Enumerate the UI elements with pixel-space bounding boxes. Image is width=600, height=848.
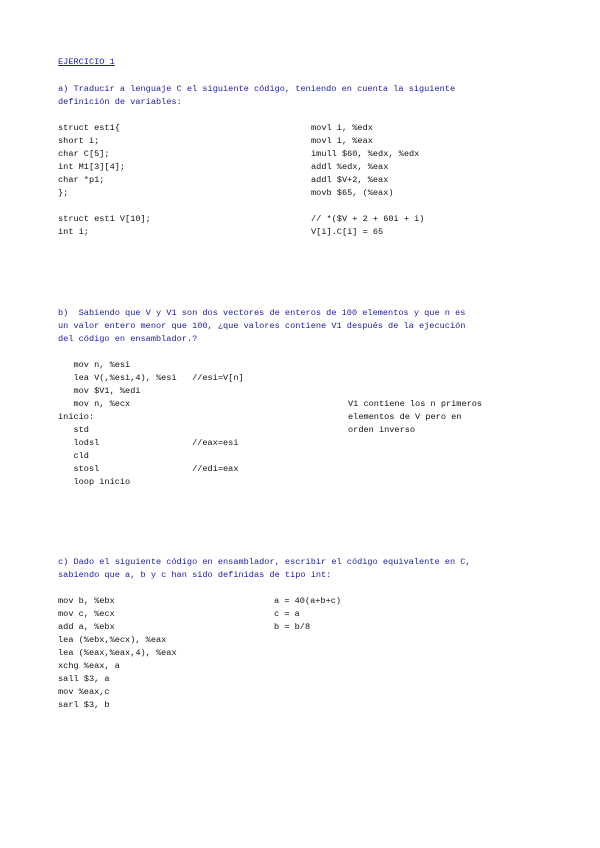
asm-code-line: movb $65, (%eax)	[311, 188, 394, 198]
asm-code-line: lea (%ebx,%ecx), %eax	[58, 635, 167, 645]
struct-code-line: char C[5];	[58, 149, 110, 159]
page-title: EJERCICIO 1	[58, 57, 115, 67]
asm-code-line: add a, %ebx	[58, 622, 115, 632]
asm-code-line: sall $3, a	[58, 674, 110, 684]
section-a-intro-line: a) Traducir a lenguaje C el siguiente código, teniendo en cuenta la siguiente	[58, 84, 456, 94]
asm-code-line: lea V(,%esi,4), %esi //esi=V[n]	[58, 373, 244, 383]
asm-code-line: mov $V1, %edi	[58, 386, 141, 396]
struct-code-line: struct est1{	[58, 123, 120, 133]
answer-line: elementos de V pero en	[348, 412, 462, 422]
asm-code-line: movl i, %edx	[311, 123, 373, 133]
asm-code-line: inicio:	[58, 412, 95, 422]
asm-comment-line: // *($V + 2 + 60i + i)	[311, 214, 425, 224]
asm-code-line: mov %eax,c	[58, 687, 110, 697]
asm-code-line: mov c, %ecx	[58, 609, 115, 619]
struct-code-line: int i;	[58, 227, 89, 237]
section-b-intro-line: del código en ensamblador.?	[58, 334, 198, 344]
asm-code-line: addl $V+2, %eax	[311, 175, 389, 185]
asm-code-line: sarl $3, b	[58, 700, 110, 710]
answer-line: V1 contiene los n primeros	[348, 399, 483, 409]
asm-code-line: mov n, %esi	[58, 360, 131, 370]
asm-code-line: mov b, %ebx	[58, 596, 115, 606]
section-c-intro-line: c) Dado el siguiente código en ensamblador, escribir el código equivalente en C,	[58, 557, 471, 567]
asm-code-line: addl %edx, %eax	[311, 162, 389, 172]
asm-code-line: lodsl //eax=esi	[58, 438, 239, 448]
asm-code-line: cld	[58, 451, 89, 461]
asm-code-line: mov n, %ecx	[58, 399, 131, 409]
asm-code-line: xchg %eax, a	[58, 661, 120, 671]
struct-code-line: char *p1;	[58, 175, 105, 185]
asm-code-line: std	[58, 425, 89, 435]
struct-code-line: short i;	[58, 136, 100, 146]
section-b-intro-line: b) Sabiendo que V y V1 son dos vectores de enteros de 100 elementos y que n es	[58, 308, 466, 318]
section-b-intro-line: un valor entero menor que 100, ¿que valores contiene V1 después de la ejecución	[58, 321, 466, 331]
struct-code-line: struct est1 V[10];	[58, 214, 151, 224]
asm-code-line: lea (%eax,%eax,4), %eax	[58, 648, 177, 658]
asm-code-line: loop inicio	[58, 477, 131, 487]
answer-line: orden inverso	[348, 425, 416, 435]
answer-line: V[i].C[i] = 65	[311, 227, 384, 237]
struct-code-line: };	[58, 188, 69, 198]
answer-line: c = a	[274, 609, 300, 619]
struct-code-line: int M1[3][4];	[58, 162, 126, 172]
section-a-intro-line: definición de variables:	[58, 97, 182, 107]
answer-line: a = 40(a+b+c)	[274, 596, 342, 606]
asm-code-line: imull $60, %edx, %edx	[311, 149, 420, 159]
asm-code-line: movl i, %eax	[311, 136, 373, 146]
answer-line: b = b/8	[274, 622, 311, 632]
asm-code-line: stosl //edi=eax	[58, 464, 239, 474]
section-c-intro-line: sabiendo que a, b y c han sido definidas de tipo int:	[58, 570, 332, 580]
